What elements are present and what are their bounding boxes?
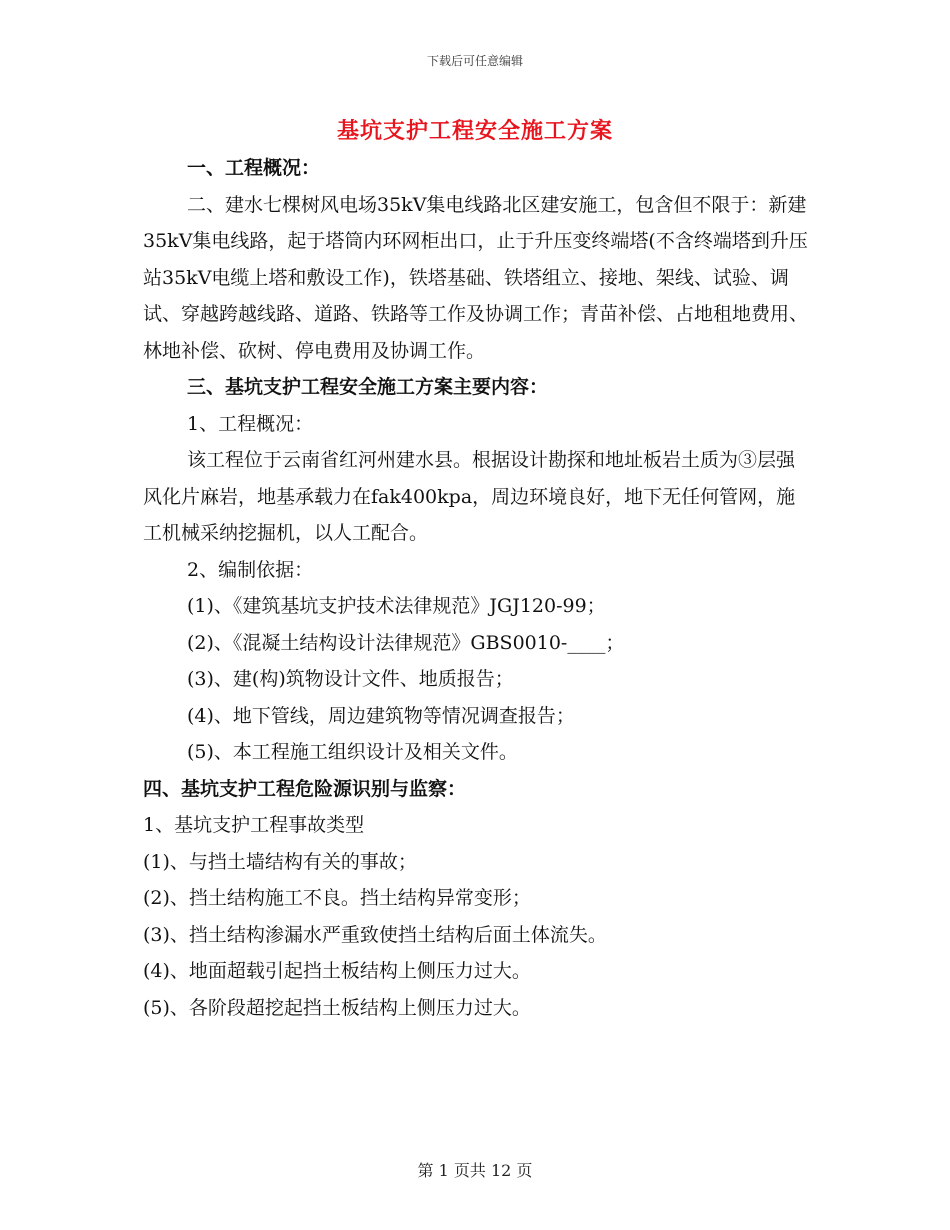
document-title: 基坑支护工程安全施工方案 bbox=[336, 118, 613, 144]
subheading-accident-types: 1、基坑支护工程事故类型 bbox=[143, 814, 365, 836]
accident-item-4: (4)、地面超载引起挡土板结构上侧压力过大。 bbox=[143, 960, 531, 982]
page-footer: 第 1 页共 12 页 bbox=[417, 1161, 533, 1180]
basis-item-1: (1)、《建筑基坑支护技术法律规范》JGJ120-99； bbox=[187, 595, 606, 617]
section-heading-4: 四、基坑支护工程危险源识别与监察： bbox=[143, 777, 467, 800]
document-body bbox=[143, 150, 813, 1026]
accident-item-1: (1)、与挡土墙结构有关的事故； bbox=[143, 850, 417, 873]
subheading-overview: 1、工程概况： bbox=[187, 412, 314, 435]
paragraph-overview: 该工程位于云南省红河州建水县。根据设计勘探和地址板岩土质为③层强风化片麻岩，地基承载力在fak400kpa，周边环境良好，地下无任何管网，施工机械采纳挖掘机，以人工配合。 bbox=[143, 449, 796, 544]
basis-item-4: (4)、地下管线，周边建筑物等情况调查报告； bbox=[187, 704, 575, 727]
subheading-basis: 2、编制依据： bbox=[187, 558, 314, 581]
accident-item-2: (2)、挡土结构施工不良。挡土结构异常变形； bbox=[143, 887, 531, 909]
accident-item-3: (3)、挡土结构渗漏水严重致使挡土结构后面土体流失。 bbox=[143, 923, 607, 946]
basis-item-5: (5)、本工程施工组织设计及相关文件。 bbox=[187, 741, 518, 763]
basis-item-3: (3)、建(构)筑物设计文件、地质报告； bbox=[187, 668, 514, 690]
basis-item-2: (2)、《混凝土结构设计法律规范》GBS0010-____； bbox=[187, 631, 625, 654]
section-heading-1: 一、工程概况： bbox=[187, 157, 321, 179]
section-heading-3: 三、基坑支护工程安全施工方案主要内容： bbox=[187, 376, 549, 398]
accident-item-5: (5)、各阶段超挖起挡土板结构上侧压力过大。 bbox=[143, 996, 531, 1019]
header-note: 下载后可任意编辑 bbox=[426, 54, 523, 68]
paragraph-scope: 二、建水七棵树风电场35kV集电线路北区建安施工，包含但不限于：新建35kV集电线路，起于塔筒内环网柜出口，止于升压变终端塔(不含终端塔到升压站35kV电缆上塔和敷设工作)，铁塔基础、铁塔组立、接地、架线、试验、调试、穿越跨越线路、道路、铁路等工作及协调工作；青苗补偿、占地租地费用、林地补偿、砍树、停电费用及协调工作。 bbox=[143, 193, 809, 362]
